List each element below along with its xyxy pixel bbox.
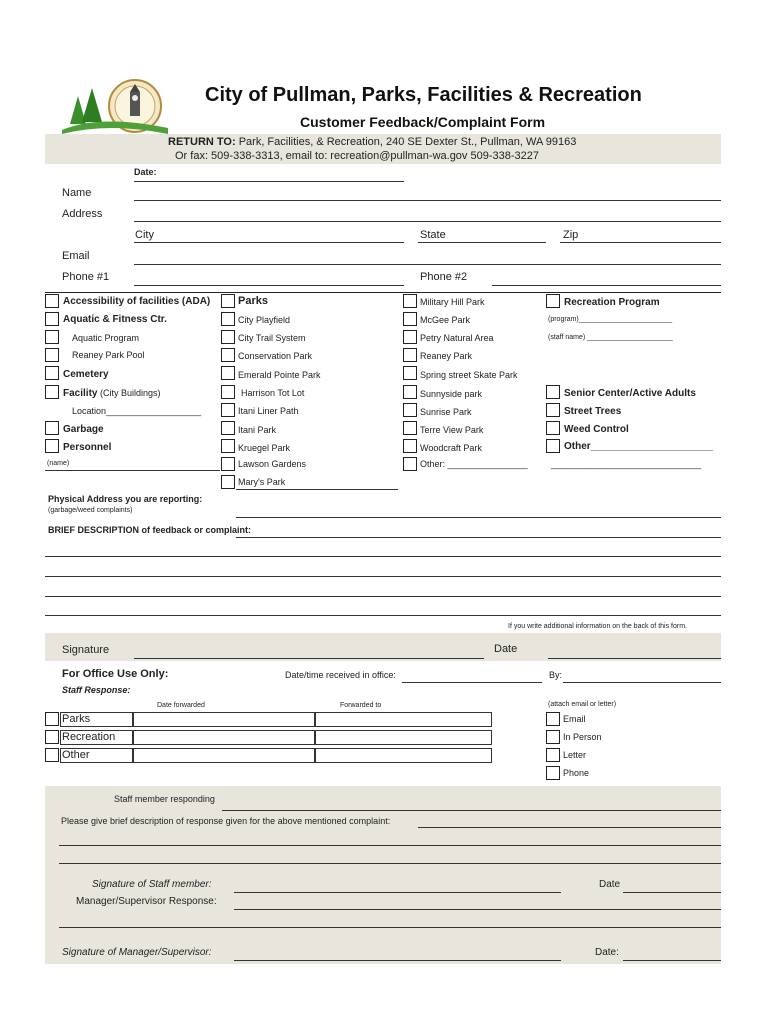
method-email: Email bbox=[563, 714, 586, 724]
aquatic-program-checkbox[interactable] bbox=[45, 330, 59, 344]
aquatic-fitness-checkbox[interactable] bbox=[45, 312, 59, 326]
email-label: Email bbox=[62, 250, 90, 262]
staff-signature-date-field[interactable] bbox=[623, 892, 721, 893]
category-weed-control: Weed Control bbox=[564, 424, 629, 435]
city-trail-checkbox[interactable] bbox=[221, 330, 235, 344]
received-label: Date/time received in office: bbox=[285, 670, 396, 680]
name-label: Name bbox=[62, 187, 92, 199]
physical-address-label: Physical Address you are reporting: bbox=[48, 494, 203, 504]
state-field[interactable] bbox=[418, 242, 546, 243]
recreation-forwarded-to-field[interactable] bbox=[315, 730, 492, 745]
city-label: City bbox=[135, 229, 154, 241]
itani-park-checkbox[interactable] bbox=[221, 421, 235, 435]
office-row-recreation: Recreation bbox=[62, 731, 116, 743]
staff-signature-field[interactable] bbox=[234, 892, 561, 893]
brief-response-field-3[interactable] bbox=[59, 863, 721, 864]
park-sunnyside: Sunnyside park bbox=[420, 389, 483, 399]
phone1-field[interactable] bbox=[134, 285, 404, 286]
sunnyside-checkbox[interactable] bbox=[403, 385, 417, 399]
category-parks: Parks bbox=[238, 295, 268, 307]
category-recreation-program: Recreation Program bbox=[564, 297, 660, 308]
conservation-park-checkbox[interactable] bbox=[221, 348, 235, 362]
date-forwarded-header: Date forwarded bbox=[157, 702, 205, 709]
brief-description-line-5[interactable] bbox=[45, 615, 721, 616]
return-address: Park, Facilities, & Recreation, 240 SE Dexter St., Pullman, WA 99163 bbox=[235, 136, 577, 148]
address-label: Address bbox=[62, 208, 103, 220]
lawson-gardens-checkbox[interactable] bbox=[221, 457, 235, 471]
method-in-person-checkbox[interactable] bbox=[546, 730, 560, 744]
response-panel bbox=[45, 786, 721, 964]
reaney-park-checkbox[interactable] bbox=[403, 348, 417, 362]
garbage-checkbox[interactable] bbox=[45, 421, 59, 435]
return-label: RETURN TO: bbox=[168, 136, 236, 148]
brief-description-line-4[interactable] bbox=[45, 596, 721, 597]
zip-field[interactable] bbox=[560, 242, 721, 243]
park-terre-view: Terre View Park bbox=[420, 425, 484, 435]
itani-liner-path-checkbox[interactable] bbox=[221, 403, 235, 417]
reaney-pool-checkbox[interactable] bbox=[45, 348, 59, 362]
category-garbage: Garbage bbox=[63, 424, 104, 435]
park-other-checkbox[interactable] bbox=[403, 457, 417, 471]
woodcraft-checkbox[interactable] bbox=[403, 439, 417, 453]
manager-signature-date-label: Date: bbox=[595, 947, 619, 958]
office-parks-checkbox[interactable] bbox=[45, 712, 59, 726]
by-label: By: bbox=[549, 670, 563, 680]
park-reaney: Reaney Park bbox=[420, 351, 473, 361]
park-military-hill: Military Hill Park bbox=[420, 297, 485, 307]
office-use-title: For Office Use Only: bbox=[62, 668, 169, 680]
park-itani: Itani Park bbox=[238, 425, 277, 435]
brief-description-line-3[interactable] bbox=[45, 576, 721, 577]
terre-view-checkbox[interactable] bbox=[403, 421, 417, 435]
email-field[interactable] bbox=[134, 264, 721, 265]
by-field[interactable] bbox=[563, 682, 721, 683]
park-petry: Petry Natural Area bbox=[420, 333, 494, 343]
personnel-name-label: (name) bbox=[47, 460, 70, 467]
park-lawson-gardens: Lawson Gardens bbox=[238, 459, 307, 469]
marys-park-checkbox[interactable] bbox=[221, 475, 235, 489]
parks-checkbox[interactable] bbox=[221, 294, 235, 308]
phone2-field[interactable] bbox=[492, 285, 721, 286]
signature-field[interactable] bbox=[134, 658, 484, 659]
category-cemetery: Cemetery bbox=[63, 369, 109, 380]
kruegel-park-checkbox[interactable] bbox=[221, 439, 235, 453]
brief-response-field-1[interactable] bbox=[418, 827, 721, 828]
manager-response-label: Manager/Supervisor Response: bbox=[76, 896, 217, 907]
category-reaney-pool: Reaney Park Pool bbox=[72, 350, 145, 360]
military-hill-checkbox[interactable] bbox=[403, 294, 417, 308]
park-emerald-pointe: Emerald Pointe Park bbox=[238, 370, 321, 380]
park-city-trail: City Trail System bbox=[238, 333, 306, 343]
physical-address-note: (garbage/weed complaints) bbox=[48, 507, 133, 514]
contact-line: Or fax: 509-338-3313, email to: recreation@pullman-wa.gov 509-338-3227 bbox=[175, 150, 539, 162]
other-date-forwarded-field[interactable] bbox=[133, 748, 315, 763]
park-marys: Mary's Park bbox=[238, 477, 286, 487]
received-field[interactable] bbox=[402, 682, 542, 683]
brief-description-label: BRIEF DESCRIPTION of feedback or complaint: bbox=[48, 525, 252, 535]
brief-description-line-1[interactable] bbox=[236, 537, 721, 538]
category-other: Other______________________ bbox=[564, 441, 714, 452]
col2-bottom-rule bbox=[236, 489, 398, 490]
facility-location: Location___________________ bbox=[72, 406, 202, 416]
phone2-label: Phone #2 bbox=[420, 271, 468, 283]
forwarded-to-header: Forwarded to bbox=[340, 702, 382, 709]
signature-band bbox=[45, 633, 721, 661]
signature-date-label: Date bbox=[494, 643, 518, 655]
logo bbox=[60, 76, 170, 136]
parks-date-forwarded-field[interactable] bbox=[133, 712, 315, 727]
zip-label: Zip bbox=[563, 229, 579, 241]
manager-signature-label: Signature of Manager/Supervisor: bbox=[62, 947, 212, 958]
harrison-tot-lot-checkbox[interactable] bbox=[221, 385, 235, 399]
signature-label: Signature bbox=[62, 644, 110, 656]
petry-natural-area-checkbox[interactable] bbox=[403, 330, 417, 344]
park-conservation: Conservation Park bbox=[238, 351, 313, 361]
category-accessibility: Accessibility of facilities (ADA) bbox=[63, 296, 211, 307]
category-street-trees: Street Trees bbox=[564, 406, 622, 417]
city-playfield-checkbox[interactable] bbox=[221, 312, 235, 326]
staff-name-field[interactable]: (staff name) ______________________ bbox=[548, 334, 673, 341]
weed-control-checkbox[interactable] bbox=[546, 421, 560, 435]
park-city-playfield: City Playfield bbox=[238, 315, 291, 325]
manager-signature-field[interactable] bbox=[234, 960, 561, 961]
method-letter: Letter bbox=[563, 750, 587, 760]
park-mcgee: McGee Park bbox=[420, 315, 471, 325]
office-recreation-checkbox[interactable] bbox=[45, 730, 59, 744]
office-other-checkbox[interactable] bbox=[45, 748, 59, 762]
emerald-pointe-checkbox[interactable] bbox=[221, 366, 235, 380]
attach-note: (attach email or letter) bbox=[548, 701, 617, 708]
category-senior-center: Senior Center/Active Adults bbox=[564, 388, 696, 399]
brief-response-field-2[interactable] bbox=[59, 845, 721, 846]
park-other: Other: ________________ bbox=[420, 459, 528, 469]
skate-park-checkbox[interactable] bbox=[403, 366, 417, 380]
staff-responding-field[interactable] bbox=[222, 810, 721, 811]
sunrise-checkbox[interactable] bbox=[403, 403, 417, 417]
city-field[interactable] bbox=[134, 242, 404, 243]
park-sunrise: Sunrise Park bbox=[420, 407, 472, 417]
recreation-date-forwarded-field[interactable] bbox=[133, 730, 315, 745]
recreation-program-checkbox[interactable] bbox=[546, 294, 560, 308]
street-trees-checkbox[interactable] bbox=[546, 403, 560, 417]
method-letter-checkbox[interactable] bbox=[546, 748, 560, 762]
park-kruegel: Kruegel Park bbox=[238, 443, 291, 453]
address-field[interactable] bbox=[134, 221, 721, 222]
personnel-name-field[interactable] bbox=[45, 470, 220, 471]
manager-signature-date-field[interactable] bbox=[623, 960, 721, 961]
senior-center-checkbox[interactable] bbox=[546, 385, 560, 399]
personnel-checkbox[interactable] bbox=[45, 439, 59, 453]
back-of-form-note: If you write additional information on the back of this form. bbox=[508, 623, 687, 630]
date-field[interactable] bbox=[134, 181, 404, 182]
park-harrison-tot-lot: Harrison Tot Lot bbox=[241, 388, 305, 398]
category-facility: Facility bbox=[63, 388, 98, 399]
category-other-line2[interactable]: ______________________________ bbox=[551, 459, 702, 469]
brief-description-line-2[interactable] bbox=[45, 556, 721, 557]
mcgee-park-checkbox[interactable] bbox=[403, 312, 417, 326]
method-phone: Phone bbox=[563, 768, 590, 778]
accessibility-checkbox[interactable] bbox=[45, 294, 59, 308]
category-facility-line bbox=[63, 388, 161, 399]
program-field[interactable]: (program)________________________ bbox=[548, 316, 673, 323]
other-forwarded-to-field[interactable] bbox=[315, 748, 492, 763]
form-subtitle: Customer Feedback/Complaint Form bbox=[300, 114, 546, 130]
manager-response-field-2[interactable] bbox=[59, 927, 721, 928]
manager-response-field-1[interactable] bbox=[234, 909, 721, 910]
cemetery-checkbox[interactable] bbox=[45, 366, 59, 380]
method-in-person: In Person bbox=[563, 732, 602, 742]
staff-response-label: Staff Response: bbox=[62, 685, 131, 695]
category-aquatic-program: Aquatic Program bbox=[72, 333, 140, 343]
parks-forwarded-to-field[interactable] bbox=[315, 712, 492, 727]
method-email-checkbox[interactable] bbox=[546, 712, 560, 726]
facility-note: (City Buildings) bbox=[97, 388, 161, 398]
office-row-parks: Parks bbox=[62, 713, 91, 725]
park-itani-liner-path: Itani Liner Path bbox=[238, 406, 299, 416]
office-row-other: Other bbox=[62, 749, 90, 761]
park-skate: Spring street Skate Park bbox=[420, 370, 518, 380]
staff-signature-label: Signature of Staff member: bbox=[92, 879, 212, 890]
phone1-label: Phone #1 bbox=[62, 271, 110, 283]
staff-responding-label: Staff member responding bbox=[114, 794, 215, 804]
tree-clock-logo-icon bbox=[60, 76, 170, 136]
category-personnel: Personnel bbox=[63, 442, 112, 453]
section-divider bbox=[45, 292, 721, 293]
category-aquatic-fitness: Aquatic & Fitness Ctr. bbox=[63, 314, 167, 325]
staff-signature-date-label: Date bbox=[599, 879, 621, 890]
category-other-checkbox[interactable] bbox=[546, 439, 560, 453]
park-woodcraft: Woodcraft Park bbox=[420, 443, 482, 453]
date-label: Date: bbox=[134, 167, 157, 177]
brief-response-label: Please give brief description of response given for the above mentioned complaint: bbox=[61, 816, 391, 826]
signature-date-field[interactable] bbox=[548, 658, 721, 659]
page-title: City of Pullman, Parks, Facilities & Recreation bbox=[205, 84, 642, 106]
facility-checkbox[interactable] bbox=[45, 385, 59, 399]
state-label: State bbox=[420, 229, 446, 241]
physical-address-field[interactable] bbox=[236, 517, 721, 518]
method-phone-checkbox[interactable] bbox=[546, 766, 560, 780]
name-field[interactable] bbox=[134, 200, 721, 201]
return-line bbox=[168, 136, 576, 148]
